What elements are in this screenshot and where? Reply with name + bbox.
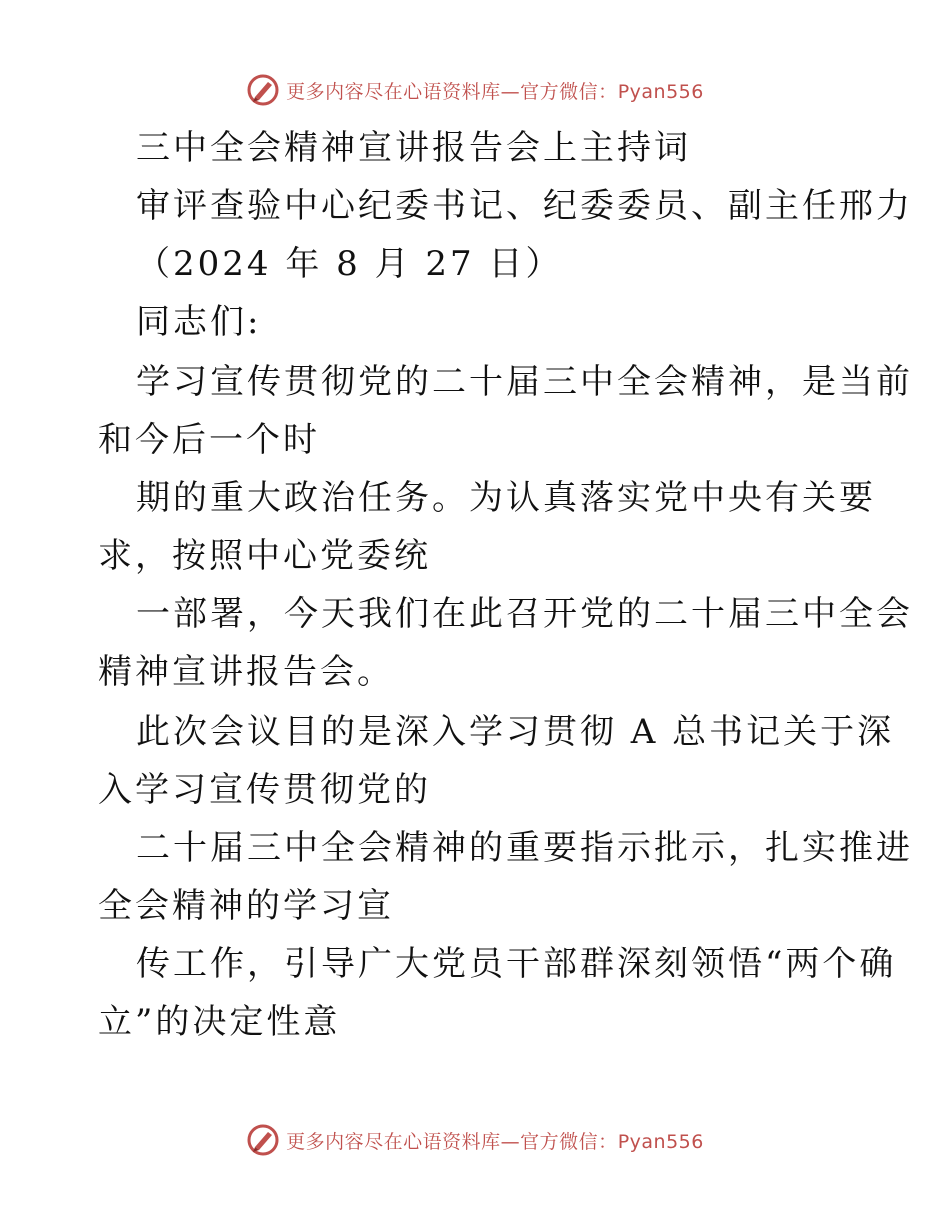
- salutation: 同志们:: [136, 302, 262, 342]
- body-line: 和今后一个时: [98, 420, 320, 460]
- body-line: 全会精神的学习宣: [98, 886, 394, 926]
- body-line: 此次会议目的是深入学习贯彻 A 总书记关于深: [136, 712, 895, 752]
- body-line: 求，按照中心党委统: [98, 536, 431, 576]
- body-line: 二十届三中全会精神的重要指示批示，扎实推进: [136, 828, 913, 868]
- document-author: 审评查验中心纪委书记、纪委委员、副主任邢力: [136, 186, 913, 226]
- pen-logo-icon: [246, 73, 280, 107]
- pen-logo-icon: [246, 1123, 280, 1157]
- body-line: 一部署，今天我们在此召开党的二十届三中全会: [136, 594, 913, 634]
- watermark-banner-bottom: [0, 1120, 950, 1160]
- watermark-text: 更多内容尽在心语资料库—官方微信：Pyan556: [286, 1130, 704, 1153]
- body-line: 精神宣讲报告会。: [98, 652, 394, 692]
- document-title: 三中全会精神宣讲报告会上主持词: [136, 128, 691, 168]
- watermark-banner-top: [0, 70, 950, 110]
- watermark-text: 更多内容尽在心语资料库—官方微信：Pyan556: [286, 80, 704, 103]
- body-line: 入学习宣传贯彻党的: [98, 770, 431, 810]
- body-line: 期的重大政治任务。为认真落实党中央有关要: [136, 478, 876, 518]
- body-line: 学习宣传贯彻党的二十届三中全会精神，是当前: [136, 362, 913, 402]
- document-date: （2024 年 8 月 27 日）: [136, 244, 563, 284]
- body-line: 立”的决定性意: [98, 1002, 341, 1042]
- body-line: 传工作，引导广大党员干部群深刻领悟“两个确: [136, 944, 897, 984]
